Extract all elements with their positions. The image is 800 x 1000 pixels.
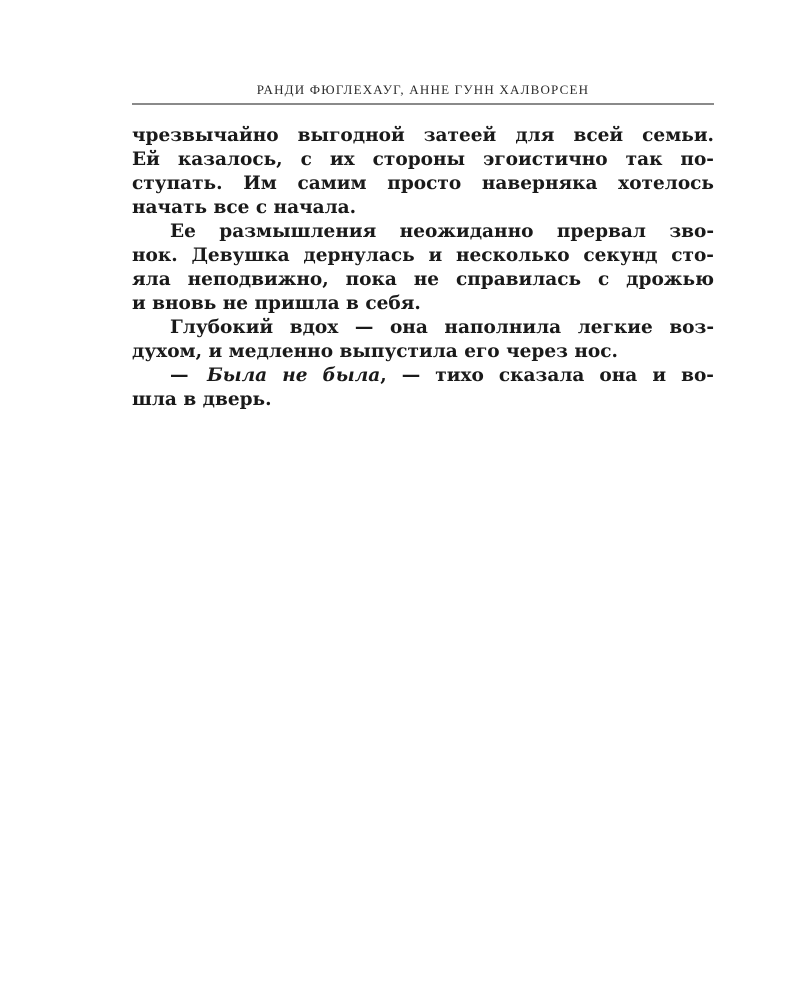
header-divider — [132, 103, 714, 105]
text-line: духом, и медленно выпустила его через нос. — [132, 341, 618, 362]
text-line: ступать. Им самим просто наверняка хотелось — [132, 173, 714, 194]
text-line: яла неподвижно, пока не справилась с дрожью — [132, 269, 714, 290]
text-line: Ее размышления неожиданно прервал зво- — [170, 221, 714, 242]
text-line: начать все с начала. — [132, 197, 357, 218]
italic-phrase: Была не была — [207, 365, 381, 386]
text-line: и вновь не пришла в себя. — [132, 293, 421, 314]
dialogue-rest: , — тихо сказала она и во- — [380, 365, 714, 386]
dialogue-dash: — — [170, 365, 189, 386]
body-text — [132, 124, 714, 412]
dialogue-line — [132, 364, 714, 388]
text-line: Ей казалось, с их стороны эгоистично так по- — [132, 149, 714, 170]
text-line: Глубокий вдох — она наполнила легкие воз- — [170, 317, 714, 338]
text-line: шла в дверь. — [132, 389, 272, 410]
text-line: чрезвычайно выгодной затеей для всей семьи. — [132, 125, 714, 146]
running-header: РАНДИ ФЮГЛЕХАУГ, АННЕ ГУНН ХАЛВОРСЕН — [256, 82, 590, 97]
text-line: нок. Девушка дернулась и несколько секунд сто- — [132, 245, 714, 266]
